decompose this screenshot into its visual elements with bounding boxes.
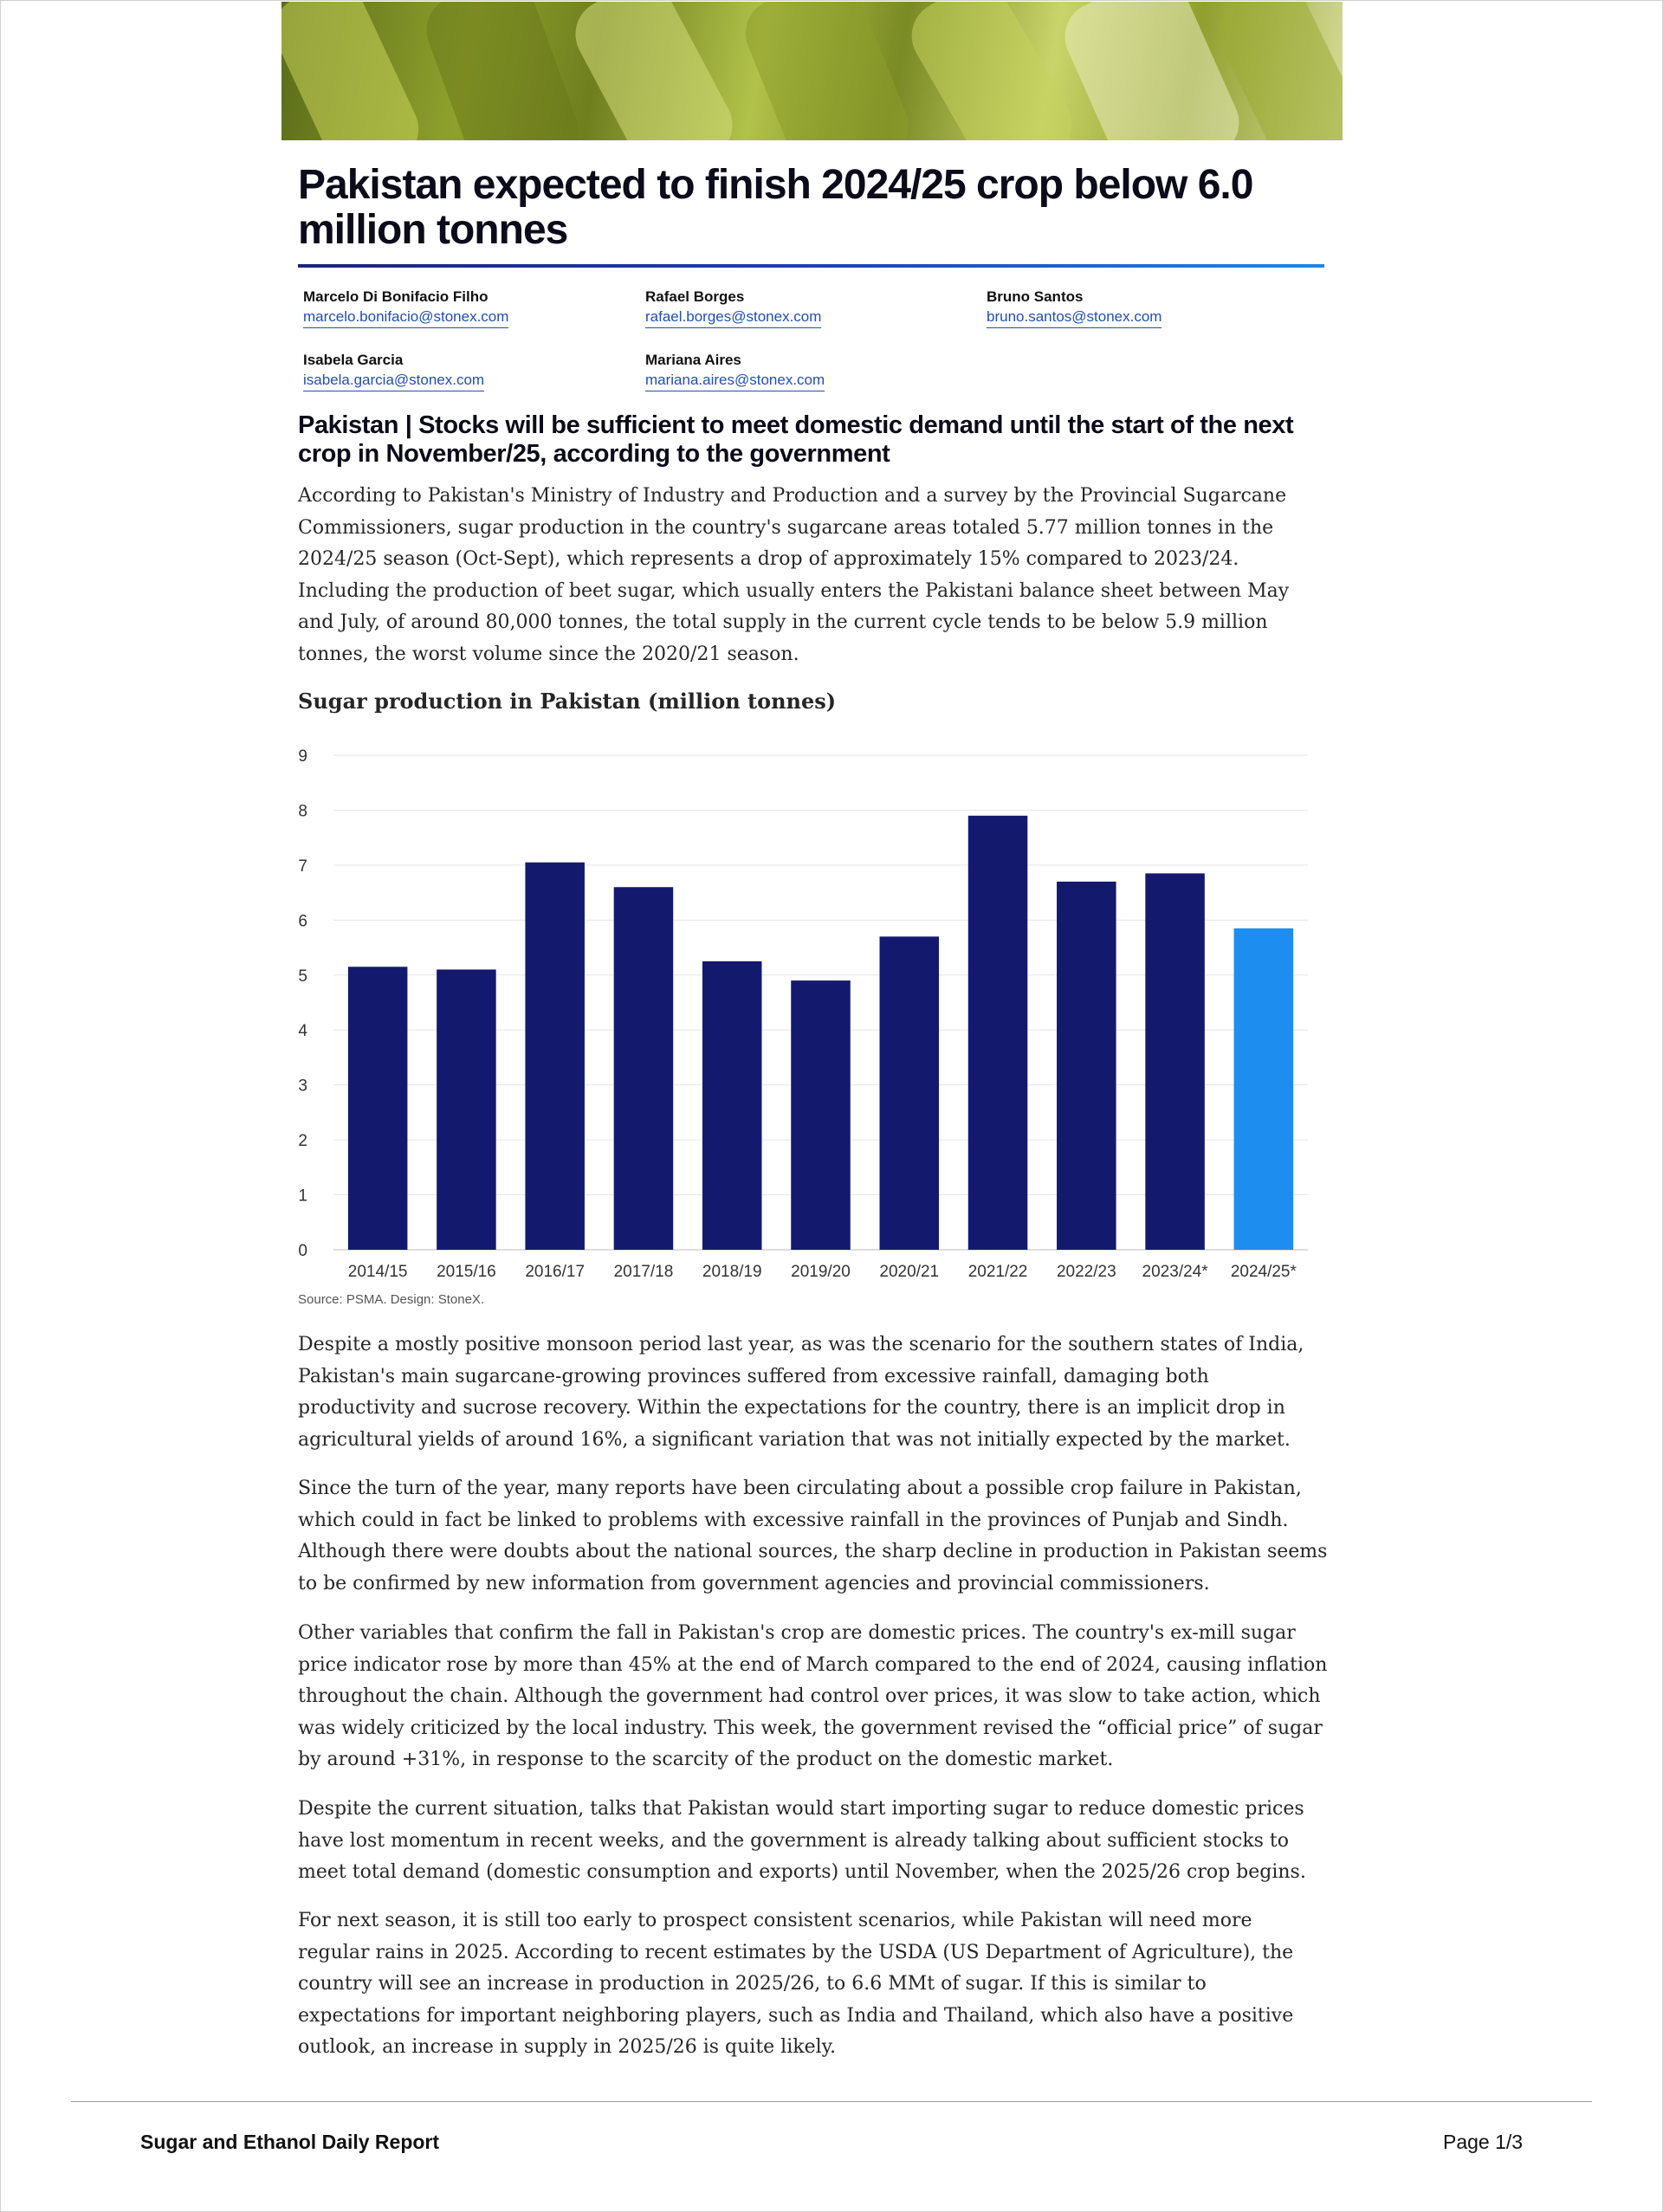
bar (791, 980, 851, 1250)
x-tick-label: 2018/19 (702, 1263, 762, 1281)
title-divider (298, 264, 1324, 268)
author-block (987, 288, 1162, 328)
bar (1145, 873, 1205, 1250)
y-tick-label: 2 (298, 1132, 307, 1151)
author-email-link[interactable]: marcelo.bonifacio@stonex.com (303, 307, 508, 328)
bar (880, 936, 940, 1250)
author-block (645, 351, 825, 391)
y-tick-label: 3 (298, 1077, 307, 1096)
x-tick-label: 2020/21 (879, 1263, 940, 1281)
y-tick-label: 5 (298, 967, 307, 986)
x-tick-label: 2015/16 (437, 1263, 496, 1281)
x-tick-label: 2021/22 (967, 1263, 1028, 1281)
author-email-link[interactable]: rafael.borges@stonex.com (645, 307, 821, 328)
y-tick-label: 7 (298, 857, 307, 876)
y-tick-label: 9 (298, 747, 307, 766)
author-email-link[interactable]: isabela.garcia@stonex.com (303, 370, 484, 391)
y-tick-label: 1 (298, 1187, 307, 1206)
y-tick-label: 8 (298, 802, 307, 821)
bar (525, 863, 585, 1250)
author-block (303, 351, 484, 391)
footer-page-number: Page 1/3 (1443, 2131, 1524, 2153)
author-email-link[interactable]: mariana.aires@stonex.com (645, 370, 825, 391)
x-tick-label: 2022/23 (1056, 1263, 1116, 1281)
sugar-production-bar-chart (286, 736, 1317, 1290)
bar (437, 969, 496, 1250)
chart-title: Sugar production in Pakistan (million tonnes) (298, 689, 837, 714)
bar (1057, 882, 1116, 1250)
bar (348, 967, 408, 1250)
x-tick-label: 2019/20 (791, 1263, 851, 1281)
bar (702, 961, 762, 1250)
y-tick-label: 0 (298, 1242, 307, 1260)
author-block (303, 288, 508, 328)
author-name: Mariana Aires (645, 352, 741, 368)
x-tick-label: 2016/17 (525, 1263, 586, 1281)
author-email-link[interactable]: bruno.santos@stonex.com (987, 307, 1162, 328)
author-name: Bruno Santos (987, 288, 1084, 305)
x-tick-label: 2017/18 (613, 1263, 674, 1281)
author-name: Marcelo Di Bonifacio Filho (303, 288, 489, 305)
body-paragraph: According to Pakistan's Ministry of Industry and Production and a survey by the Provincial Sugarcane Commissioners, sugar production in the country's sugarcane areas totaled 5.77 million tonnes in the 2024/25 season (Oct-Sept), which represents a drop of approximately 15% compared to 2023/24. Including the production of beet sugar, which usually enters the Pakistani balance sheet between May and July, of around 80,000 tonnes, the total supply in the current cycle tends to be below 5.9 million tonnes, the worst volume since the 2020/21 season. (298, 485, 1290, 665)
author-name: Isabela Garcia (303, 352, 404, 368)
y-tick-label: 4 (298, 1022, 307, 1041)
section-heading: Pakistan | Stocks will be sufficient to meet domestic demand until the start of the next crop in November/25, according to the government (298, 411, 1294, 468)
body-paragraph: For next season, it is still too early to prospect consistent scenarios, while Pakistan will need more regular rains in 2025. According to recent estimates by the USDA (US Department of Agriculture), the country will see an increase in production in 2025/26, to 6.6 MMt of sugar. If this is similar to expectations for important neighboring players, such as India and Thailand, which also have a positive outlook, an increase in supply in 2025/26 is quite likely. (298, 1910, 1294, 2058)
bar (1234, 928, 1294, 1250)
x-tick-label: 2023/24* (1142, 1263, 1208, 1281)
chart-source-note: Source: PSMA. Design: StoneX. (298, 1292, 485, 1307)
x-tick-label: 2024/25* (1230, 1263, 1297, 1281)
body-paragraph: Despite the current situation, talks that Pakistan would start importing sugar to reduce domestic prices have lost momentum in recent weeks, and the government is already talking about sufficient stocks to meet total demand (domestic consumption and exports) until November, when the 2025/26 crop begins. (298, 1798, 1306, 1883)
bar (614, 887, 674, 1250)
body-paragraph: Other variables that confirm the fall in Pakistan's crop are domestic prices. The country's ex-mill sugar price indicator rose by more than 45% at the end of March compared to the end of 2024, causing inflation throughout the chain. Although the government had control over prices, it was slow to take action, which was widely criticized by the local industry. This week, the government revised the “official price” of sugar by around +31%, in response to the scarcity of the product on the domestic market. (298, 1622, 1328, 1770)
y-tick-label: 6 (298, 912, 307, 931)
body-paragraph: Despite a mostly positive monsoon period last year, as was the scenario for the southern states of India, Pakistan's main sugarcane-growing provinces suffered from excessive rainfall, damaging both productivity and sucrose recovery. Within the expectations for the country, there is an implicit drop in agricultural yields of around 16%, a significant variation that was not initially expected by the market. (298, 1334, 1304, 1451)
footer-report-name: Sugar and Ethanol Daily Report (140, 2131, 440, 2153)
page-title: Pakistan expected to finish 2024/25 crop below 6.0 million tonnes (298, 162, 1253, 253)
sugarcane-banner-image (281, 2, 1343, 140)
bar (968, 816, 1028, 1250)
x-tick-label: 2014/15 (347, 1263, 408, 1281)
author-name: Rafael Borges (645, 288, 745, 305)
footer-divider (71, 2101, 1592, 2102)
author-block (645, 288, 821, 328)
body-paragraph: Since the turn of the year, many reports have been circulating about a possible crop failure in Pakistan, which could in fact be linked to problems with excessive rainfall in the provinces of Punjab and Sindh. Although there were doubts about the national sources, the sharp decline in production in Pakistan seems to be confirmed by new information from government agencies and provincial commissioners. (298, 1478, 1328, 1594)
